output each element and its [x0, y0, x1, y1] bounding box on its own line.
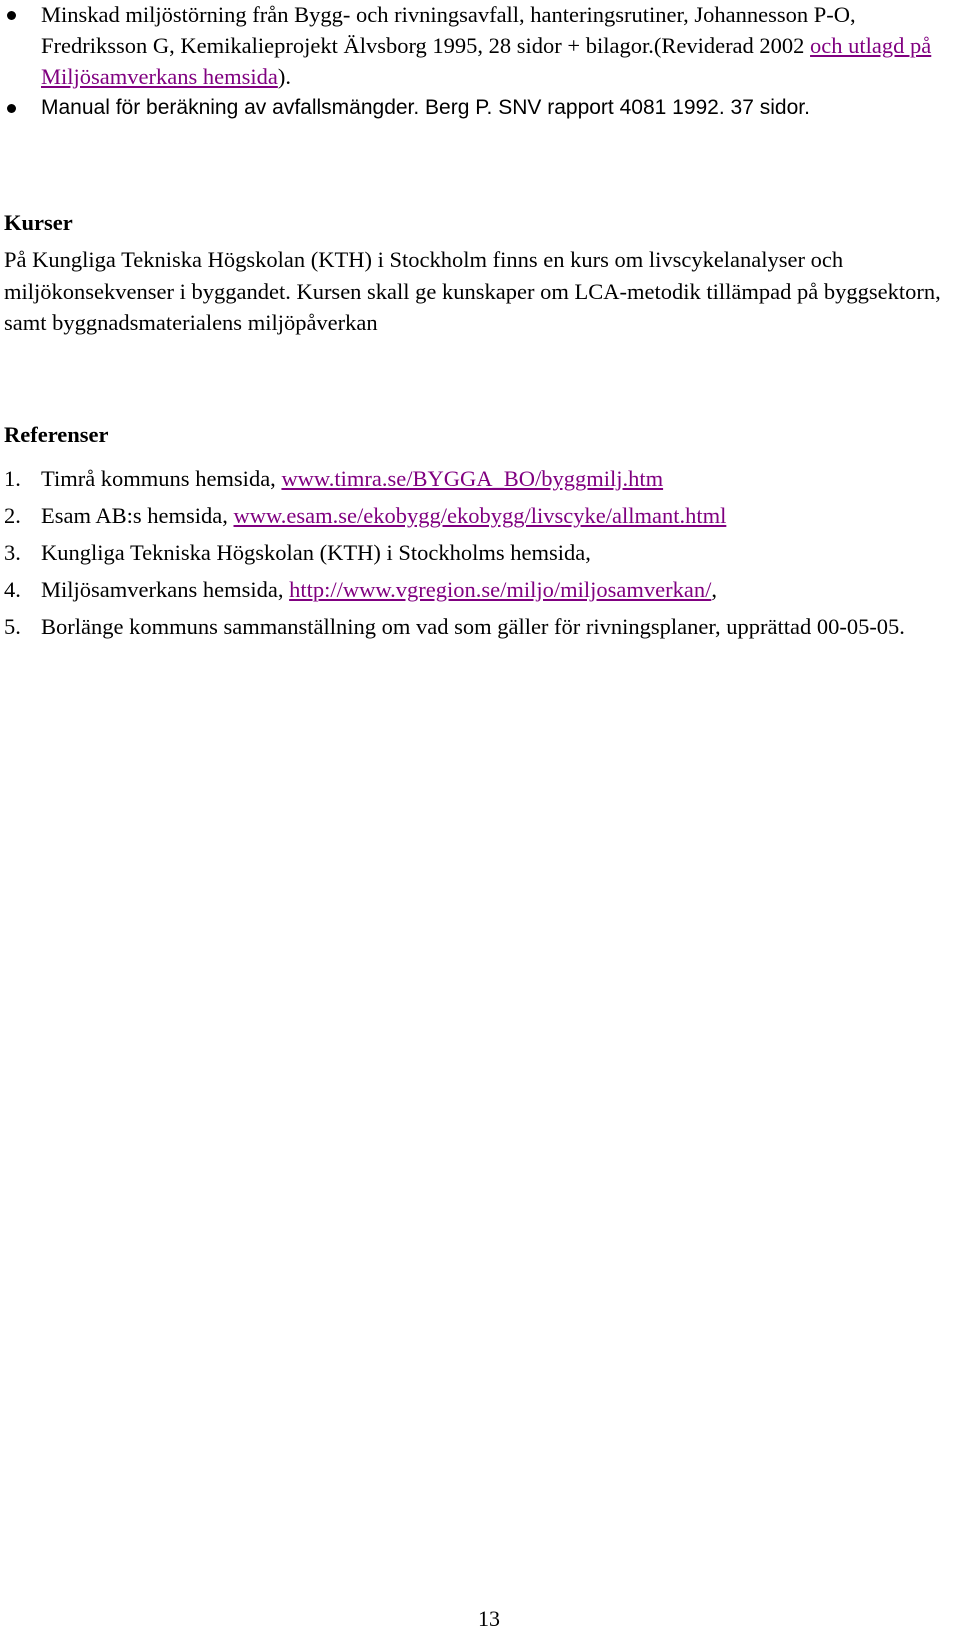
reference-text-end: , — [711, 577, 717, 602]
reference-number: 3. — [4, 540, 21, 565]
bullet-item — [0, 92, 960, 123]
bullet-text: Manual för beräkning av avfallsmängder. Berg P. SNV rapport 4081 1992. 37 sidor. — [41, 96, 810, 119]
referenser-heading: Referenser — [4, 422, 109, 447]
reference-item — [4, 574, 960, 606]
bullet-icon — [7, 104, 16, 113]
bullet-icon — [7, 11, 16, 20]
reference-item — [4, 611, 960, 643]
reference-item — [4, 500, 960, 532]
vgregion-link[interactable]: http://www.vgregion.se/miljo/miljosamverkan/ — [289, 577, 712, 602]
miljosamverkan-link[interactable]: och utlagd på Miljösamverkans hemsida — [41, 33, 932, 89]
reference-text: Kungliga Tekniska Högskolan (KTH) i Stockholms hemsida, — [41, 540, 591, 565]
reference-item — [4, 463, 960, 495]
reference-text: Miljösamverkans hemsida, — [41, 577, 290, 602]
timra-link[interactable]: www.timra.se/BYGGA_BO/byggmilj.htm — [281, 466, 664, 491]
esam-link[interactable]: www.esam.se/ekobygg/ekobygg/livscyke/allmant.html — [233, 503, 727, 528]
reference-item — [4, 537, 960, 569]
reference-number: 4. — [4, 577, 21, 602]
reference-text: Borlänge kommuns sammanställning om vad som gäller för rivningsplaner, upprättad 00-05-05. — [41, 614, 905, 639]
bullet-item — [0, 0, 960, 92]
reference-text: Esam AB:s hemsida, — [41, 503, 234, 528]
reference-number: 5. — [4, 614, 21, 639]
reference-text: Timrå kommuns hemsida, — [41, 466, 282, 491]
kurser-paragraph: På Kungliga Tekniska Högskolan (KTH) i Stockholm finns en kurs om livscykelanalyser och miljökonsekvenser i byggandet. Kursen skall ge kunskaper om LCA-metodik tillämpad på byggsektorn, samt byggnadsmaterialens miljöpåverkan — [4, 247, 941, 335]
kurser-heading: Kurser — [4, 210, 73, 235]
page-number: 13 — [478, 1606, 500, 1631]
bullet-text-end: ). — [277, 64, 291, 89]
reference-list — [4, 463, 960, 648]
reference-number: 2. — [4, 503, 21, 528]
bullet-text: Minskad miljöstörning från Bygg- och rivningsavfall, hanteringsrutiner, Johannesson P-O, Fredriksson G, Kemikalieprojekt Älvsborg 1995, 28 sidor + bilagor.(Reviderad 2002 — [41, 2, 856, 58]
reference-number: 1. — [4, 466, 21, 491]
